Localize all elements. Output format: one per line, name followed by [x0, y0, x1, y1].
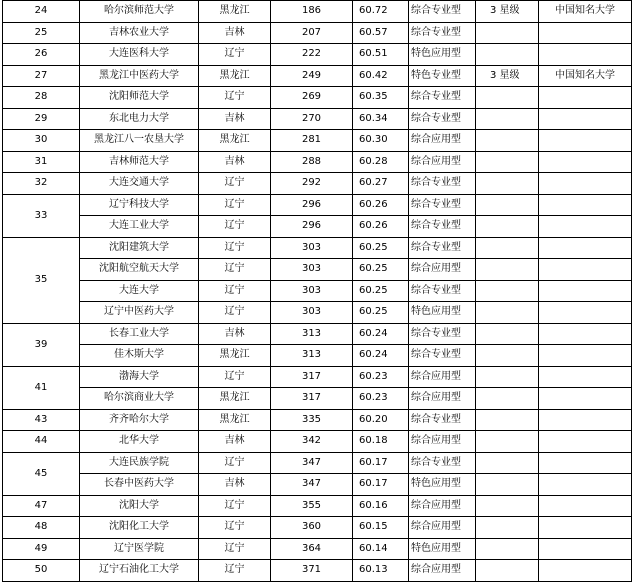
star-level-cell [476, 560, 539, 582]
university-ranking-table [2, 0, 632, 582]
university-name-cell: 沈阳航空航天大学 [80, 259, 199, 281]
score-cell: 60.17 [353, 474, 409, 496]
table-row [3, 345, 632, 367]
university-name-cell: 大连医科大学 [80, 44, 199, 66]
table-row [3, 538, 632, 560]
national-rank-cell: 335 [271, 409, 353, 431]
province-cell: 吉林 [199, 431, 271, 453]
rank-cell: 35 [3, 237, 80, 323]
table-row [3, 452, 632, 474]
school-type-cell: 综合应用型 [409, 431, 476, 453]
university-level-cell [539, 517, 632, 539]
star-level-cell [476, 474, 539, 496]
school-type-cell: 综合专业型 [409, 22, 476, 44]
star-level-cell [476, 280, 539, 302]
star-level-cell [476, 173, 539, 195]
national-rank-cell: 364 [271, 538, 353, 560]
school-type-cell: 综合专业型 [409, 216, 476, 238]
national-rank-cell: 296 [271, 216, 353, 238]
province-cell: 辽宁 [199, 495, 271, 517]
university-name-cell: 北华大学 [80, 431, 199, 453]
national-rank-cell: 186 [271, 1, 353, 23]
table-row [3, 1, 632, 23]
university-level-cell [539, 216, 632, 238]
star-level-cell [476, 108, 539, 130]
province-cell: 辽宁 [199, 366, 271, 388]
table-row [3, 108, 632, 130]
university-level-cell [539, 22, 632, 44]
university-name-cell: 吉林师范大学 [80, 151, 199, 173]
star-level-cell [476, 388, 539, 410]
rank-cell: 28 [3, 87, 80, 109]
university-level-cell [539, 194, 632, 216]
star-level-cell [476, 302, 539, 324]
table-row [3, 65, 632, 87]
university-name-cell: 哈尔滨师范大学 [80, 1, 199, 23]
table-row [3, 151, 632, 173]
school-type-cell: 综合专业型 [409, 452, 476, 474]
university-level-cell [539, 108, 632, 130]
rank-cell: 41 [3, 366, 80, 409]
rank-cell: 27 [3, 65, 80, 87]
score-cell: 60.28 [353, 151, 409, 173]
score-cell: 60.57 [353, 22, 409, 44]
university-name-cell: 辽宁医学院 [80, 538, 199, 560]
school-type-cell: 综合专业型 [409, 1, 476, 23]
score-cell: 60.35 [353, 87, 409, 109]
star-level-cell [476, 151, 539, 173]
national-rank-cell: 222 [271, 44, 353, 66]
score-cell: 60.25 [353, 259, 409, 281]
national-rank-cell: 317 [271, 366, 353, 388]
table-body [3, 1, 632, 582]
national-rank-cell: 281 [271, 130, 353, 152]
score-cell: 60.15 [353, 517, 409, 539]
school-type-cell: 综合应用型 [409, 560, 476, 582]
table-row [3, 495, 632, 517]
school-type-cell: 特色应用型 [409, 44, 476, 66]
table-row [3, 474, 632, 496]
rank-cell: 29 [3, 108, 80, 130]
rank-cell: 39 [3, 323, 80, 366]
university-name-cell: 齐齐哈尔大学 [80, 409, 199, 431]
school-type-cell: 综合专业型 [409, 280, 476, 302]
school-type-cell: 综合应用型 [409, 259, 476, 281]
table-row [3, 216, 632, 238]
province-cell: 辽宁 [199, 560, 271, 582]
star-level-cell [476, 323, 539, 345]
school-type-cell: 特色应用型 [409, 538, 476, 560]
table-row [3, 130, 632, 152]
national-rank-cell: 371 [271, 560, 353, 582]
table-row [3, 259, 632, 281]
rank-cell: 50 [3, 560, 80, 582]
table-row [3, 409, 632, 431]
university-name-cell: 大连民族学院 [80, 452, 199, 474]
star-level-cell [476, 495, 539, 517]
table-row [3, 323, 632, 345]
university-level-cell [539, 237, 632, 259]
province-cell: 吉林 [199, 323, 271, 345]
national-rank-cell: 207 [271, 22, 353, 44]
province-cell: 黑龙江 [199, 130, 271, 152]
table-row [3, 517, 632, 539]
province-cell: 黑龙江 [199, 65, 271, 87]
rank-cell: 43 [3, 409, 80, 431]
table-row [3, 194, 632, 216]
province-cell: 辽宁 [199, 517, 271, 539]
score-cell: 60.17 [353, 452, 409, 474]
province-cell: 吉林 [199, 108, 271, 130]
university-level-cell [539, 388, 632, 410]
national-rank-cell: 342 [271, 431, 353, 453]
university-name-cell: 沈阳大学 [80, 495, 199, 517]
star-level-cell [476, 237, 539, 259]
score-cell: 60.20 [353, 409, 409, 431]
national-rank-cell: 360 [271, 517, 353, 539]
rank-cell: 31 [3, 151, 80, 173]
province-cell: 黑龙江 [199, 1, 271, 23]
national-rank-cell: 288 [271, 151, 353, 173]
score-cell: 60.42 [353, 65, 409, 87]
national-rank-cell: 303 [271, 302, 353, 324]
school-type-cell: 综合应用型 [409, 388, 476, 410]
university-name-cell: 渤海大学 [80, 366, 199, 388]
university-level-cell: 中国知名大学 [539, 65, 632, 87]
score-cell: 60.30 [353, 130, 409, 152]
school-type-cell: 综合应用型 [409, 151, 476, 173]
school-type-cell: 特色应用型 [409, 474, 476, 496]
school-type-cell: 综合应用型 [409, 130, 476, 152]
national-rank-cell: 347 [271, 452, 353, 474]
university-level-cell [539, 323, 632, 345]
university-name-cell: 东北电力大学 [80, 108, 199, 130]
university-level-cell [539, 173, 632, 195]
national-rank-cell: 313 [271, 345, 353, 367]
star-level-cell [476, 366, 539, 388]
national-rank-cell: 303 [271, 259, 353, 281]
province-cell: 吉林 [199, 151, 271, 173]
star-level-cell [476, 431, 539, 453]
national-rank-cell: 296 [271, 194, 353, 216]
university-name-cell: 沈阳师范大学 [80, 87, 199, 109]
national-rank-cell: 355 [271, 495, 353, 517]
school-type-cell: 综合专业型 [409, 237, 476, 259]
table-row [3, 560, 632, 582]
star-level-cell [476, 259, 539, 281]
university-name-cell: 沈阳建筑大学 [80, 237, 199, 259]
school-type-cell: 综合专业型 [409, 409, 476, 431]
score-cell: 60.25 [353, 237, 409, 259]
university-level-cell [539, 280, 632, 302]
table-row [3, 237, 632, 259]
school-type-cell: 综合专业型 [409, 194, 476, 216]
school-type-cell: 综合专业型 [409, 345, 476, 367]
university-name-cell: 大连交通大学 [80, 173, 199, 195]
star-level-cell [476, 22, 539, 44]
star-level-cell [476, 44, 539, 66]
school-type-cell: 综合专业型 [409, 323, 476, 345]
university-level-cell [539, 366, 632, 388]
province-cell: 黑龙江 [199, 409, 271, 431]
rank-cell: 32 [3, 173, 80, 195]
province-cell: 辽宁 [199, 452, 271, 474]
university-level-cell [539, 345, 632, 367]
national-rank-cell: 347 [271, 474, 353, 496]
rank-cell: 44 [3, 431, 80, 453]
school-type-cell: 特色应用型 [409, 302, 476, 324]
star-level-cell [476, 517, 539, 539]
university-level-cell [539, 259, 632, 281]
score-cell: 60.18 [353, 431, 409, 453]
score-cell: 60.24 [353, 323, 409, 345]
star-level-cell [476, 409, 539, 431]
score-cell: 60.13 [353, 560, 409, 582]
province-cell: 辽宁 [199, 216, 271, 238]
university-level-cell [539, 495, 632, 517]
star-level-cell [476, 538, 539, 560]
university-level-cell [539, 87, 632, 109]
table-row [3, 280, 632, 302]
university-level-cell [539, 151, 632, 173]
score-cell: 60.25 [353, 280, 409, 302]
university-name-cell: 大连工业大学 [80, 216, 199, 238]
province-cell: 黑龙江 [199, 388, 271, 410]
score-cell: 60.26 [353, 216, 409, 238]
school-type-cell: 综合专业型 [409, 173, 476, 195]
province-cell: 辽宁 [199, 44, 271, 66]
national-rank-cell: 313 [271, 323, 353, 345]
star-level-cell [476, 130, 539, 152]
university-level-cell [539, 474, 632, 496]
university-level-cell [539, 452, 632, 474]
table-row [3, 302, 632, 324]
score-cell: 60.51 [353, 44, 409, 66]
university-level-cell [539, 409, 632, 431]
rank-cell: 25 [3, 22, 80, 44]
university-name-cell: 大连大学 [80, 280, 199, 302]
school-type-cell: 综合应用型 [409, 517, 476, 539]
university-name-cell: 辽宁中医药大学 [80, 302, 199, 324]
national-rank-cell: 270 [271, 108, 353, 130]
university-name-cell: 吉林农业大学 [80, 22, 199, 44]
university-name-cell: 黑龙江八一农垦大学 [80, 130, 199, 152]
university-level-cell [539, 44, 632, 66]
score-cell: 60.23 [353, 366, 409, 388]
score-cell: 60.16 [353, 495, 409, 517]
table-row [3, 388, 632, 410]
national-rank-cell: 303 [271, 237, 353, 259]
university-name-cell: 沈阳化工大学 [80, 517, 199, 539]
score-cell: 60.14 [353, 538, 409, 560]
table-row [3, 366, 632, 388]
university-name-cell: 黑龙江中医药大学 [80, 65, 199, 87]
university-level-cell [539, 538, 632, 560]
province-cell: 辽宁 [199, 237, 271, 259]
school-type-cell: 综合专业型 [409, 108, 476, 130]
score-cell: 60.27 [353, 173, 409, 195]
university-name-cell: 辽宁石油化工大学 [80, 560, 199, 582]
university-name-cell: 辽宁科技大学 [80, 194, 199, 216]
score-cell: 60.26 [353, 194, 409, 216]
province-cell: 吉林 [199, 474, 271, 496]
table-row [3, 431, 632, 453]
star-level-cell: 3 星级 [476, 65, 539, 87]
table-row [3, 173, 632, 195]
university-name-cell: 长春工业大学 [80, 323, 199, 345]
national-rank-cell: 292 [271, 173, 353, 195]
province-cell: 黑龙江 [199, 345, 271, 367]
table-row [3, 87, 632, 109]
star-level-cell: 3 星级 [476, 1, 539, 23]
university-level-cell [539, 560, 632, 582]
university-level-cell [539, 431, 632, 453]
university-name-cell: 佳木斯大学 [80, 345, 199, 367]
rank-cell: 49 [3, 538, 80, 560]
school-type-cell: 特色专业型 [409, 65, 476, 87]
rank-cell: 47 [3, 495, 80, 517]
national-rank-cell: 303 [271, 280, 353, 302]
school-type-cell: 综合专业型 [409, 87, 476, 109]
province-cell: 辽宁 [199, 302, 271, 324]
score-cell: 60.72 [353, 1, 409, 23]
university-level-cell [539, 302, 632, 324]
province-cell: 辽宁 [199, 194, 271, 216]
star-level-cell [476, 194, 539, 216]
province-cell: 辽宁 [199, 173, 271, 195]
province-cell: 吉林 [199, 22, 271, 44]
national-rank-cell: 317 [271, 388, 353, 410]
rank-cell: 45 [3, 452, 80, 495]
score-cell: 60.23 [353, 388, 409, 410]
university-name-cell: 哈尔滨商业大学 [80, 388, 199, 410]
table-row [3, 44, 632, 66]
university-level-cell: 中国知名大学 [539, 1, 632, 23]
rank-cell: 33 [3, 194, 80, 237]
star-level-cell [476, 345, 539, 367]
province-cell: 辽宁 [199, 538, 271, 560]
province-cell: 辽宁 [199, 87, 271, 109]
province-cell: 辽宁 [199, 259, 271, 281]
national-rank-cell: 249 [271, 65, 353, 87]
score-cell: 60.24 [353, 345, 409, 367]
score-cell: 60.25 [353, 302, 409, 324]
university-name-cell: 长春中医药大学 [80, 474, 199, 496]
rank-cell: 30 [3, 130, 80, 152]
national-rank-cell: 269 [271, 87, 353, 109]
province-cell: 辽宁 [199, 280, 271, 302]
school-type-cell: 综合应用型 [409, 366, 476, 388]
rank-cell: 48 [3, 517, 80, 539]
star-level-cell [476, 216, 539, 238]
university-level-cell [539, 130, 632, 152]
star-level-cell [476, 452, 539, 474]
rank-cell: 24 [3, 1, 80, 23]
score-cell: 60.34 [353, 108, 409, 130]
school-type-cell: 综合应用型 [409, 495, 476, 517]
star-level-cell [476, 87, 539, 109]
table-row [3, 22, 632, 44]
rank-cell: 26 [3, 44, 80, 66]
